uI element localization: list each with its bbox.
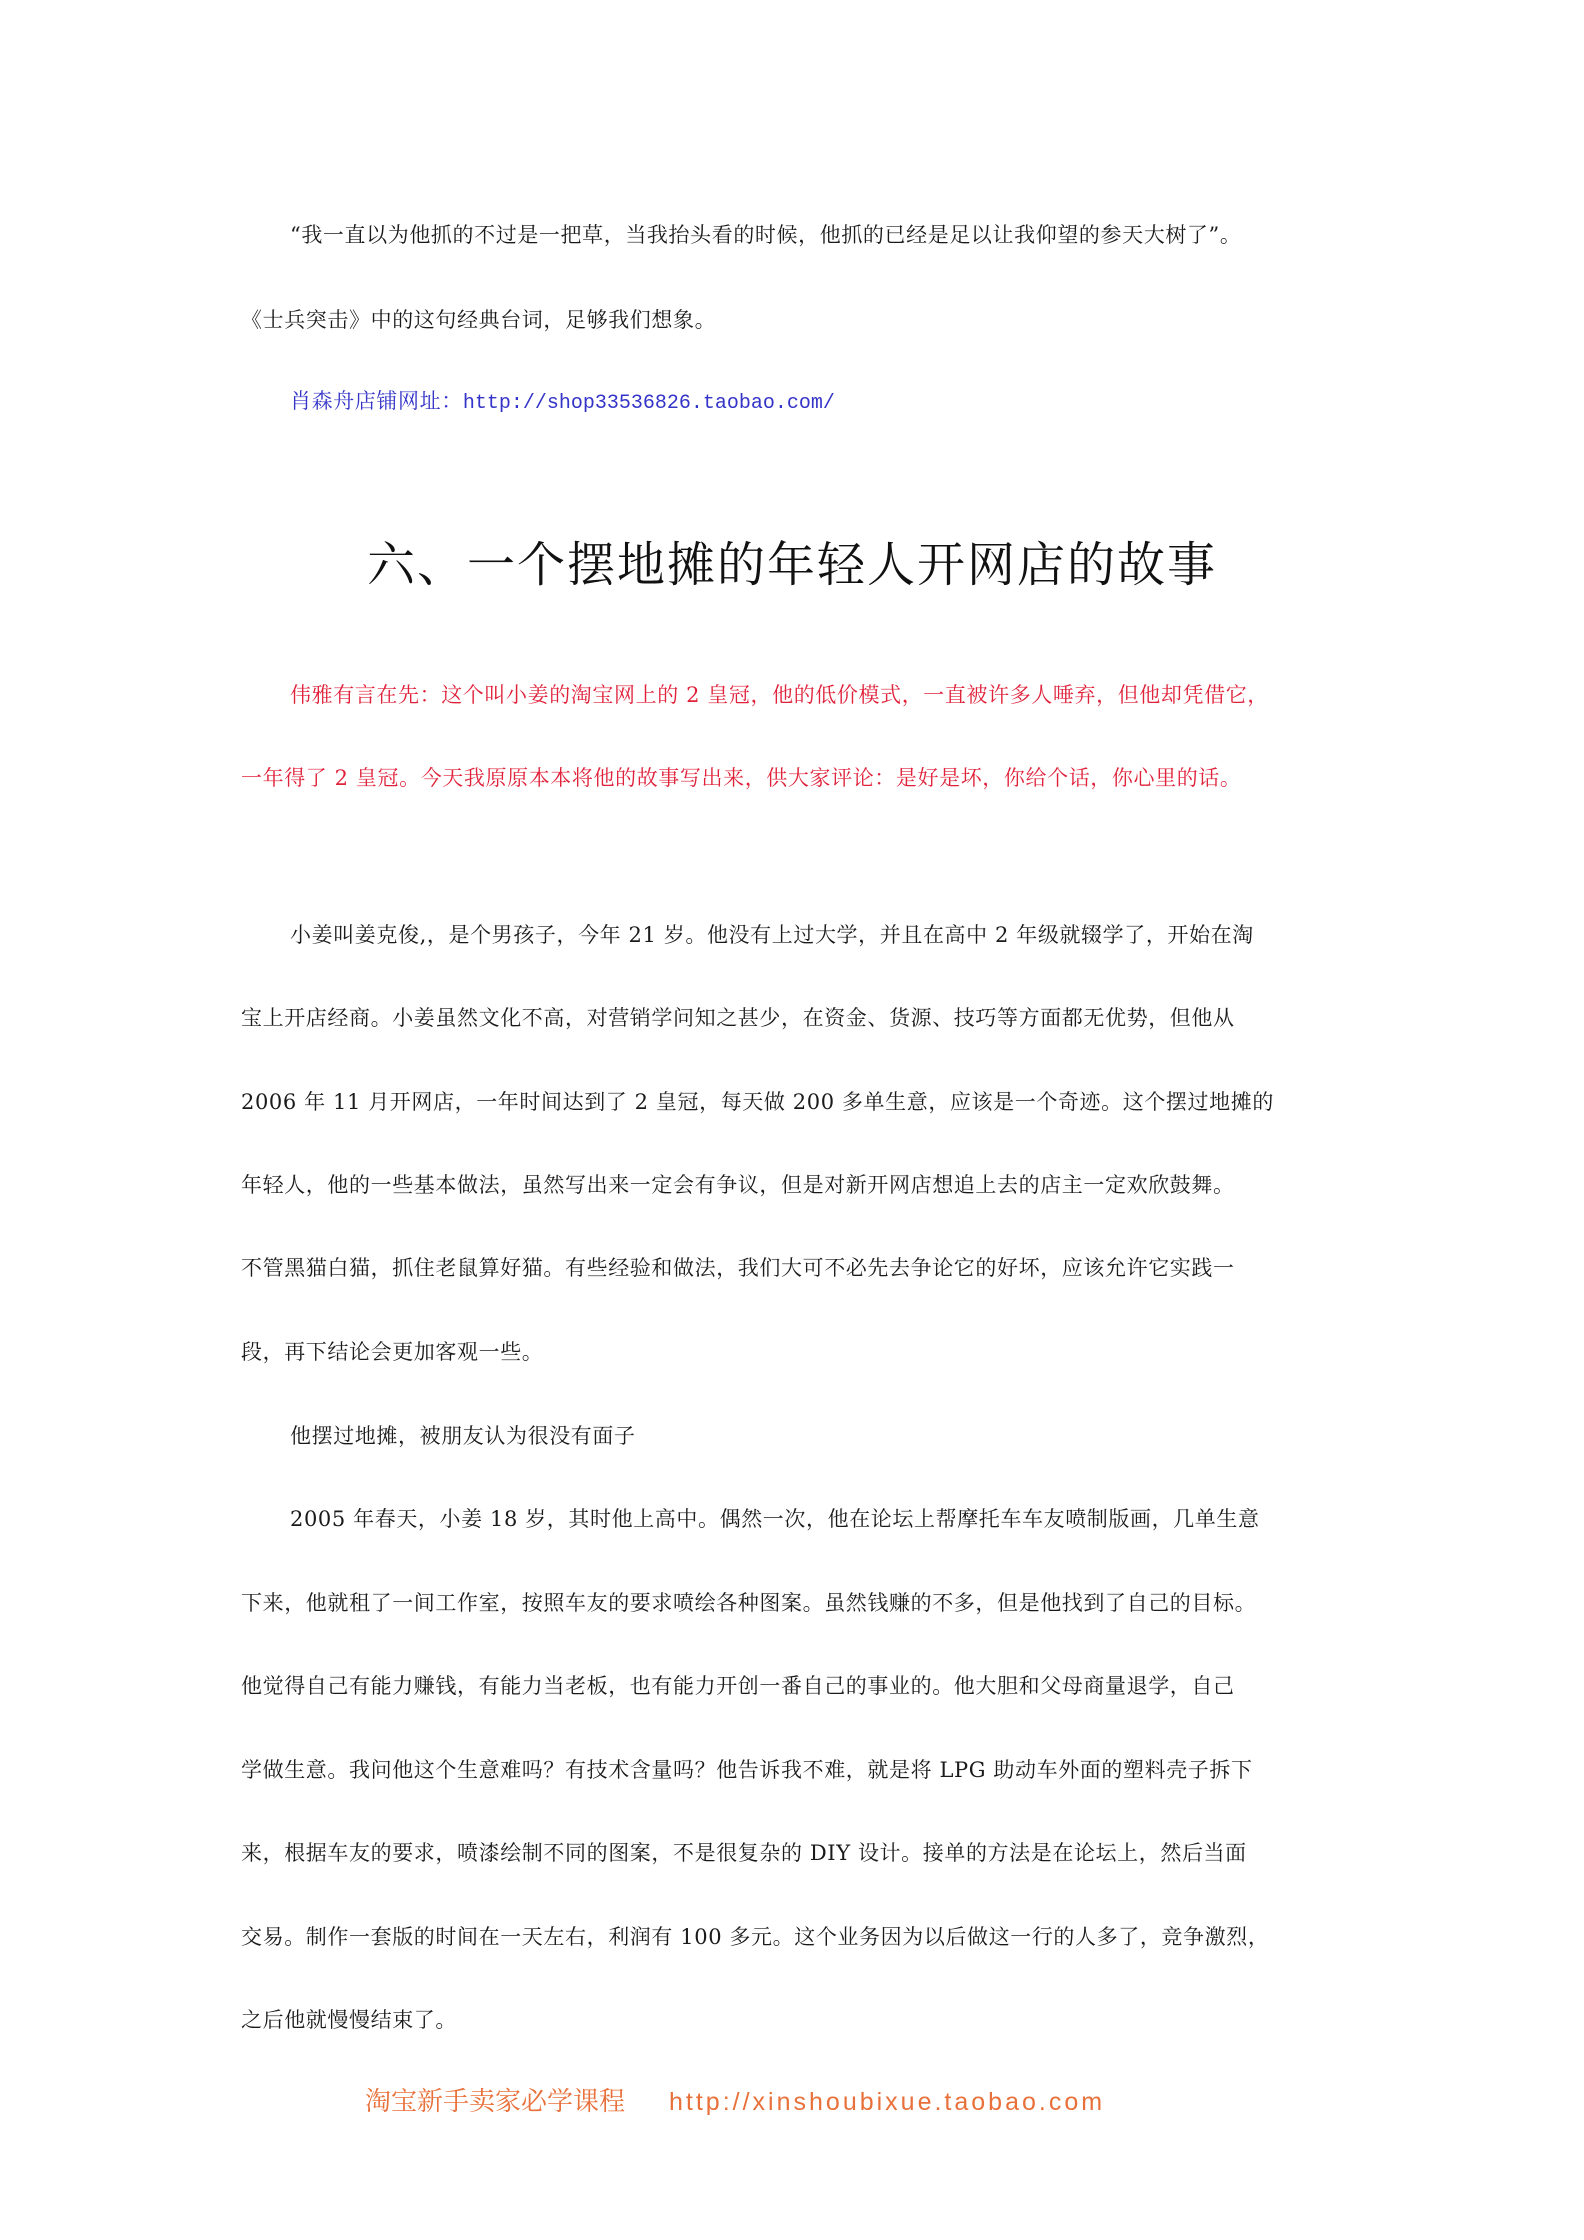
body-line: 年轻人，他的一些基本做法，虽然写出来一定会有争议，但是对新开网店想追上去的店主一定欢欣鼓舞。 — [241, 1173, 1235, 1197]
body-line: 下来，他就租了一间工作室，按照车友的要求喷绘各种图案。虽然钱赚的不多，但是他找到了自己的目标。 — [241, 1591, 1257, 1615]
body-line: 之后他就慢慢结束了。 — [241, 2008, 457, 2032]
subheading-line: 他摆过地摊，被朋友认为很没有面子 — [290, 1424, 636, 1448]
body-line: 段，再下结论会更加客观一些。 — [241, 1340, 544, 1364]
quote-line: “我一直以为他抓的不过是一把草，当我抬头看的时候，他抓的已经是足以让我仰望的参天大树了”。 — [290, 223, 1242, 247]
shop-link-url[interactable]: http://shop33536826.taobao.com/ — [462, 392, 835, 415]
footer-url[interactable]: http://xinshoubixue.taobao.com — [669, 2088, 1106, 2116]
section-title: 六、一个摆地摊的年轻人开网店的故事 — [366, 537, 1217, 593]
body-line: 来，根据车友的要求，喷漆绘制不同的图案，不是很复杂的 DIY 设计。接单的方法是在论坛上，然后当面 — [241, 1841, 1247, 1865]
body-line: 学做生意。我问他这个生意难吗？有技术含量吗？他告诉我不难，就是将 LPG 助动车外面的塑料壳子拆下 — [241, 1758, 1253, 1782]
shop-link-label: 肖森舟店铺网址： — [290, 389, 463, 413]
footer-label: 淘宝新手卖家必学课程 — [365, 2087, 626, 2117]
body-line: 2005 年春天，小姜 18 岁，其时他上高中。偶然一次，他在论坛上帮摩托车车友喷制版画，几单生意 — [290, 1507, 1260, 1531]
editor-note-line: 一年得了 2 皇冠。今天我原原本本将他的故事写出来，供大家评论：是好是坏，你给个话，你心里的话。 — [241, 766, 1242, 790]
body-line: 2006 年 11 月开网店，一年时间达到了 2 皇冠，每天做 200 多单生意，应该是一个奇迹。这个摆过地摊的 — [241, 1090, 1274, 1114]
page-footer — [365, 2084, 1105, 2120]
body-line: 不管黑猫白猫，抓住老鼠算好猫。有些经验和做法，我们大可不必先去争论它的好坏，应该允许它实践一 — [241, 1256, 1235, 1280]
shop-link[interactable] — [290, 386, 835, 419]
body-line: 小姜叫姜克俊,，是个男孩子，今年 21 岁。他没有上过大学，并且在高中 2 年级就辍学了，开始在淘 — [290, 923, 1254, 947]
body-line: 宝上开店经商。小姜虽然文化不高，对营销学问知之甚少，在资金、货源、技巧等方面都无优势，但他从 — [241, 1006, 1235, 1030]
quote-source: 《士兵突击》中的这句经典台词，足够我们想象。 — [241, 308, 717, 332]
body-line: 交易。制作一套版的时间在一天左右，利润有 100 多元。这个业务因为以后做这一行的人多了，竞争激烈， — [241, 1925, 1270, 1949]
body-line: 他觉得自己有能力赚钱，有能力当老板，也有能力开创一番自己的事业的。他大胆和父母商量退学，自己 — [241, 1674, 1235, 1698]
editor-note-line: 伟雅有言在先：这个叫小姜的淘宝网上的 2 皇冠，他的低价模式，一直被许多人唾弃，但他却凭借它， — [290, 683, 1269, 707]
